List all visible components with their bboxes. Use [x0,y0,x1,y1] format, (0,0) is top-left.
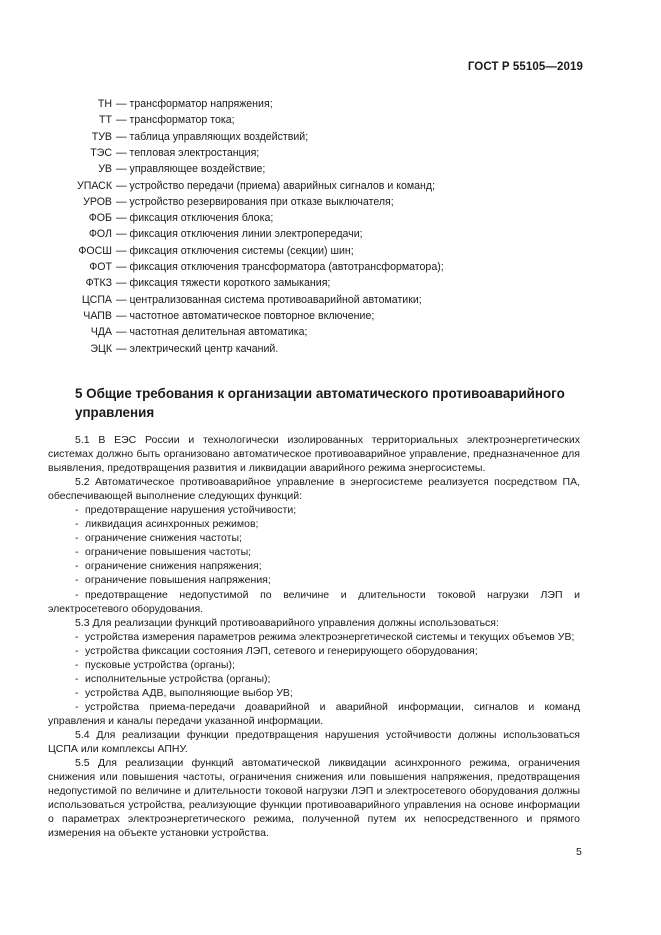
abbreviation-row [0,145,661,161]
abbreviation-row [0,308,661,324]
list-item-text: предотвращение нарушения устойчивости; [85,504,297,517]
list-item [48,686,580,700]
paragraph-5-4: 5.4 Для реализации функции предотвращения нарушения устойчивости должны использоваться ЦСПА или комплексы АПНУ. [48,728,580,756]
list-item [48,644,580,658]
abbreviation-row [0,210,661,226]
list-item-text: пусковые устройства (органы); [85,658,235,671]
list-item-text: устройства АДВ, выполняющие выбор УВ; [85,686,293,699]
abbreviation-row [0,275,661,291]
abbreviation-row [0,324,661,340]
standard-header: ГОСТ Р 55105—2019 [467,61,583,73]
list-dash: - [75,518,79,531]
section-title: 5 Общие требования к организации автоматического противоаварийного управления [75,386,565,420]
section-body [48,433,580,840]
abbreviation-row [0,178,661,194]
list-item-text: ограничение снижения напряжения; [85,560,262,573]
abbreviation-term: ФОЛ [88,228,112,241]
list-dash: - [75,588,79,601]
abbreviation-term: ЧАПВ [83,309,112,322]
list-item-text: исполнительные устройства (органы); [85,672,271,685]
list-item-text: ограничение повышения напряжения; [85,574,271,587]
abbreviation-term: ТЭС [90,146,112,159]
abbreviation-definition: — устройство резервирования при отказе выключателя; [116,195,394,208]
abbreviation-definition: — трансформатор напряжения; [116,98,273,110]
abbreviation-definition: — фиксация тяжести короткого замыкания; [116,277,331,290]
list-item [48,503,580,517]
list-dash: - [75,658,79,671]
list-item [48,545,580,559]
paragraph-5-2: 5.2 Автоматическое противоаварийное управление в энергосистеме реализуется посредством ПА, обеспечивающей выполнение следующих функций: [48,476,580,503]
list-dash: - [75,672,79,685]
abbreviation-definition: — таблица управляющих воздействий; [116,130,309,143]
paragraph-5-5: 5.5 Для реализации функций автоматической ликвидации асинхронного режима, ограничения снижения или повышения частоты, ограничения снижения или повышения напряжения, предотвращения недопустимой по величине и длительности токовой нагрузки ЛЭП и электросетевого оборудования должны использоваться устройства, реализующие функции противоаварийного управления на основе информации о параметрах электроэнергетического режима, полученной путем их непосредственного и прямого измерения на объекте установки устройства. [48,757,580,840]
abbreviation-term: УВ [98,163,112,176]
abbreviation-definition: — фиксация отключения блока; [116,212,274,225]
list-item-text: устройства измерения параметров режима электроэнергетической системы и текущих объемов УВ; [85,630,575,643]
abbreviation-definition: — централизованная система противоаварийной автоматики; [116,293,422,306]
abbreviation-definition: — тепловая электростанция; [116,146,260,159]
abbreviation-definition: — частотная делительная автоматика; [116,326,308,339]
abbreviation-term: ФОБ [88,212,112,225]
list-item [48,517,580,531]
abbreviation-term: ЦСПА [81,293,112,306]
abbreviation-row [0,243,661,259]
list-item [48,531,580,545]
list-item [48,658,580,672]
abbreviation-definition: — устройство передачи (приема) аварийных сигналов и команд; [116,179,436,192]
list-item-text: ограничение снижения частоты; [85,532,242,545]
page-number: 5 [576,846,582,858]
list-item [48,588,580,616]
paragraph-5-3: 5.3 Для реализации функций противоаварийного управления должны использоваться: [75,616,499,629]
abbreviation-row [0,226,661,242]
list-item [48,672,580,686]
abbreviation-term: ФОСШ [78,244,112,257]
abbreviation-row [0,129,661,145]
abbreviation-term: ТУВ [91,130,112,143]
list-dash: - [75,644,79,657]
list-dash: - [75,574,79,587]
list-item [48,630,580,644]
abbreviation-definition: — фиксация отключения системы (секции) шин; [116,244,354,257]
abbreviation-term: ТН [97,98,112,110]
list-dash: - [75,700,79,713]
list-dash: - [75,532,79,545]
abbreviation-row [0,341,661,357]
list-dash: - [75,504,79,517]
list-item [48,573,580,587]
abbreviation-row [0,112,661,128]
abbreviation-definition: — частотное автоматическое повторное включение; [116,309,375,322]
abbreviation-definition: — фиксация отключения линии электропередачи; [116,228,363,241]
abbreviation-definition: — фиксация отключения трансформатора (автотрансформатора); [116,261,444,273]
list-item [48,559,580,573]
list-item-text: ликвидация асинхронных режимов; [85,518,259,531]
abbreviation-row [0,259,661,275]
abbreviation-row [0,194,661,210]
abbreviation-term: ФОТ [89,261,112,273]
abbreviation-row [0,161,661,177]
abbreviation-row [0,96,661,112]
abbreviation-term: УПАСК [77,179,112,192]
abbreviation-term: ФТКЗ [85,277,112,290]
abbreviation-term: ТТ [99,114,112,127]
abbreviation-definition: — электрический центр качаний. [116,342,279,355]
list-dash: - [75,546,79,559]
paragraph-5-1: 5.1 В ЕЭС России и технологически изолированных территориальных электроэнергетических системах должно быть организовано автоматическое противоаварийное управление, предназначенное для выявления, предотвращения развития и ликвидации аварийного режима энергосистемы. [48,434,580,475]
list-item-text: устройства приема-передачи доаварийной и аварийной информации, сигналов и команд управления и каналы передачи указанной информации. [48,700,580,727]
list-item-text: ограничение повышения частоты; [85,546,252,559]
list-item [48,700,580,728]
list-dash: - [75,560,79,573]
abbreviation-definition: — трансформатор тока; [116,114,235,127]
abbreviation-term: УРОВ [83,195,112,208]
abbreviation-term: ЭЦК [90,342,112,355]
list-dash: - [75,686,79,699]
abbreviation-definition: — управляющее воздействие; [116,163,266,176]
list-item-text: предотвращение недопустимой по величине и длительности токовой нагрузки ЛЭП и электросетевого оборудования. [48,588,580,615]
list-item-text: устройства фиксации состояния ЛЭП, сетевого и генерирующего оборудования; [85,644,478,657]
abbreviation-row [0,292,661,308]
list-dash: - [75,630,79,643]
abbreviation-term: ЧДА [90,326,112,339]
